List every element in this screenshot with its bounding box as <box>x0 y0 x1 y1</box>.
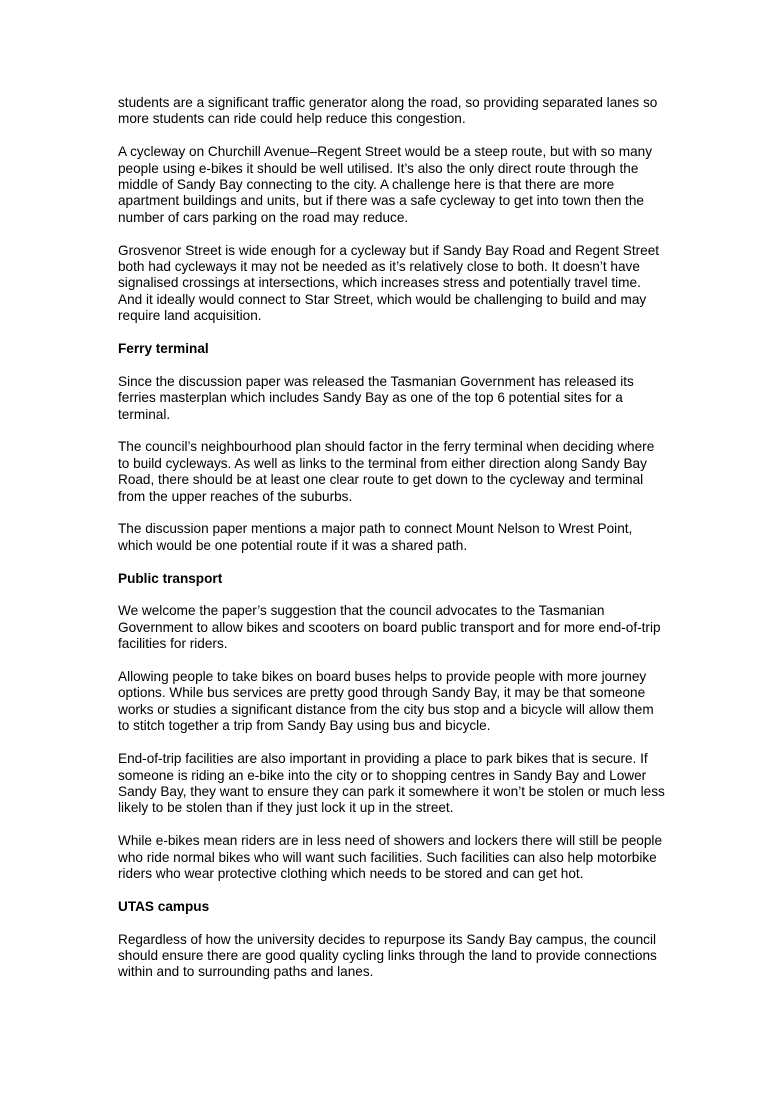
paragraph-student-traffic: students are a significant traffic generator along the road, so providing separated lanes so more students can ride could help reduce this congestion. <box>118 95 658 127</box>
paragraph-grosvenor: Grosvenor Street is wide enough for a cycleway but if Sandy Bay Road and Regent Street both had cycleways it may not be needed as it’s relatively close to both. It doesn’t have signalised crossings at intersections, which increases stress and potentially travel time. And it ideally would connect to Star Street, which would be challenging to build and may require land acquisition. <box>118 242 660 324</box>
paragraph-bikes-on-transport: We welcome the paper’s suggestion that the council advocates to the Tasmanian Government to allow bikes and scooters on board public transport and for more end-of-trip facilities for riders. <box>118 603 661 652</box>
heading-ferry-terminal: Ferry terminal <box>118 341 209 357</box>
paragraph-neighbourhood-plan: The council’s neighbourhood plan should factor in the ferry terminal when deciding where to build cycleways. As well as links to the terminal from either direction along Sandy Bay Road, there should be at least one clear route to get down to the cycleway and terminal from the upper reaches of the suburbs. <box>118 439 655 504</box>
heading-public-transport: Public transport <box>118 570 223 586</box>
paragraph-churchill-regent: A cycleway on Churchill Avenue–Regent Street would be a steep route, but with so many people using e-bikes it should be well utilised. It’s also the only direct route through the middle of Sandy Bay connecting to the city. A challenge here is that there are more apartment buildings and units, but if there was a safe cycleway to get into town then the number of cars parking on the road may reduce. <box>118 144 652 225</box>
paragraph-end-of-trip: End-of-trip facilities are also important in providing a place to park bikes that is secure. If someone is riding an e-bike into the city or to shopping centres in Sandy Bay and Lower Sandy Bay, they want to ensure they can park it somewhere it won’t be stolen or much less likely to be stolen than if they just lock it up in the street. <box>118 751 665 816</box>
paragraph-campus-links: Regardless of how the university decides to repurpose its Sandy Bay campus, the council should ensure there are good quality cycling links through the land to provide connections within and to surrounding paths and lanes. <box>118 931 657 980</box>
paragraph-showers-lockers: While e-bikes mean riders are in less need of showers and lockers there will still be people who ride normal bikes who will want such facilities. Such facilities can also help motorbike riders who wear protective clothing which needs to be stored and can get hot. <box>118 833 663 881</box>
heading-utas-campus: UTAS campus <box>118 898 210 914</box>
paragraph-bikes-on-buses: Allowing people to take bikes on board buses helps to provide people with more journey options. While bus services are pretty good through Sandy Bay, it may be that someone works or studies a significant distance from the city bus stop and a bicycle will allow them to stitch together a trip from Sandy Bay using bus and bicycle. <box>118 669 654 734</box>
paragraph-ferries-masterplan: Since the discussion paper was released the Tasmanian Government has released its ferries masterplan which includes Sandy Bay as one of the top 6 potential sites for a terminal. <box>118 373 634 422</box>
document-body <box>118 95 666 997</box>
paragraph-mount-nelson-path: The discussion paper mentions a major path to connect Mount Nelson to Wrest Point, which would be one potential route if it was a shared path. <box>118 521 633 553</box>
